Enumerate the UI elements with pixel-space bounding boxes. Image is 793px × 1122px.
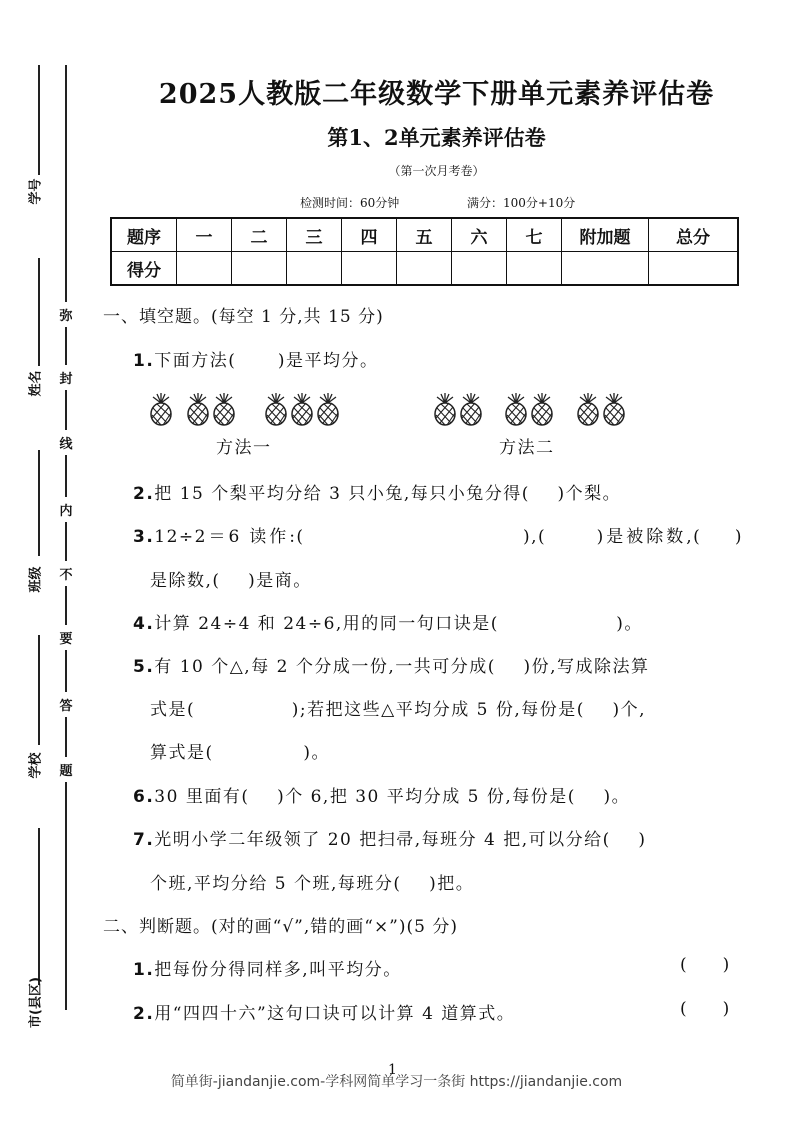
question-text: 计算 24÷4 和 24÷6,用的同一句口诀是( )。	[154, 614, 643, 634]
question-3-line2: 是除数,( )是商。	[150, 571, 312, 591]
score-cell[interactable]	[342, 252, 397, 286]
table-cell: 二	[232, 218, 287, 252]
full-score: 满分：100分+10分	[467, 196, 576, 210]
seal-char: 弥	[57, 302, 75, 327]
question-5-line3: 算式是( )。	[150, 743, 331, 763]
city-label: 市(县区)	[28, 977, 44, 1028]
pineapple-icon	[458, 392, 484, 430]
pineapple-icon	[315, 392, 341, 430]
question-number: 3.	[133, 527, 155, 547]
question-4	[133, 609, 643, 634]
question-text: 有 10 个△,每 2 个分成一份,一共可分成( )份,写成除法算	[154, 657, 650, 677]
table-cell: 三	[287, 218, 342, 252]
question-5-line2: 式是( );若把这些△平均分成 5 份,每份是( )个,	[150, 700, 647, 720]
method2-label: 方法二	[499, 438, 555, 458]
page-subtitle: 第1、2单元素养评估卷	[327, 125, 546, 150]
table-cell: 六	[452, 218, 507, 252]
pineapple-icon	[503, 392, 529, 430]
question-number: 1.	[133, 960, 155, 980]
score-cell[interactable]	[562, 252, 649, 286]
seal-char: 题	[57, 757, 75, 782]
table-cell: 总分	[649, 218, 739, 252]
question-text: 光明小学二年级领了 20 把扫帚,每班分 4 把,可以分给( )	[154, 830, 647, 850]
student-number-label: 学号	[28, 178, 44, 205]
question-5-line1	[133, 652, 650, 677]
question-text: 12÷2＝6 读作:( ),( )是被除数,( )	[154, 527, 743, 547]
question-text: 用“四四十六”这句口诀可以计算 4 道算式。	[154, 1004, 516, 1024]
score-cell[interactable]	[649, 252, 739, 286]
section2-heading: 二、判断题。(对的画“√”,错的画“×”)(5 分)	[103, 917, 458, 937]
question-3-line1	[133, 522, 743, 547]
table-cell: 一	[177, 218, 232, 252]
method1-label: 方法一	[216, 438, 272, 458]
score-table	[110, 217, 739, 286]
score-row	[111, 252, 738, 286]
score-cell[interactable]	[287, 252, 342, 286]
pineapple-icon	[185, 392, 211, 430]
exam-note: （第一次月考卷）	[388, 164, 485, 178]
question-7-line1	[133, 825, 647, 850]
question-number: 2.	[133, 1004, 155, 1024]
seal-char: 要	[57, 625, 75, 650]
exam-time: 检测时间：60分钟	[300, 196, 400, 210]
score-cell[interactable]	[507, 252, 562, 286]
pineapple-icon	[263, 392, 289, 430]
pineapple-icon	[601, 392, 627, 430]
pineapple-icon	[289, 392, 315, 430]
question-text: 把 15 个梨平均分给 3 只小兔,每只小兔分得( )个梨。	[154, 484, 622, 504]
question-number: 7.	[133, 830, 155, 850]
table-cell: 附加题	[562, 218, 649, 252]
pineapple-icon	[432, 392, 458, 430]
margin-line-outer	[38, 828, 40, 985]
question-2	[133, 479, 621, 504]
table-cell: 四	[342, 218, 397, 252]
question-6	[133, 782, 630, 807]
score-cell[interactable]	[397, 252, 452, 286]
question-1	[133, 346, 378, 371]
table-cell: 五	[397, 218, 452, 252]
pineapple-icon	[575, 392, 601, 430]
judge-item-1	[133, 955, 402, 980]
table-cell: 七	[507, 218, 562, 252]
judge-answer-blank[interactable]: ( )	[680, 955, 731, 975]
seal-char: 线	[57, 430, 75, 455]
score-cell[interactable]	[232, 252, 287, 286]
page-number: 1	[388, 1062, 397, 1078]
footer-watermark: 简单街-jiandanjie.com-学科网简单学习一条街 https://jiandanjie.com	[170, 1074, 623, 1090]
question-text: 把每份分得同样多,叫平均分。	[154, 960, 402, 980]
question-number: 1.	[133, 351, 155, 371]
pineapple-icon	[211, 392, 237, 430]
question-text: 30 里面有( )个 6,把 30 平均分成 5 份,每份是( )。	[154, 787, 631, 807]
table-cell: 题序	[111, 218, 177, 252]
judge-answer-blank[interactable]: ( )	[680, 999, 731, 1019]
section1-heading: 一、填空题。(每空 1 分,共 15 分)	[103, 307, 384, 327]
question-number: 4.	[133, 614, 155, 634]
score-table-header	[111, 218, 738, 252]
seal-char: 答	[57, 692, 75, 717]
question-number: 6.	[133, 787, 155, 807]
question-number: 2.	[133, 484, 155, 504]
name-label: 姓名	[28, 370, 44, 397]
page-title: 2025人教版二年级数学下册单元素养评估卷	[158, 79, 715, 110]
seal-char: 封	[57, 365, 75, 390]
question-number: 5.	[133, 657, 155, 677]
seal-line	[65, 65, 67, 1010]
question-7-line2: 个班,平均分给 5 个班,每班分( )把。	[150, 874, 475, 894]
school-label: 学校	[28, 752, 44, 779]
class-label: 班级	[28, 566, 44, 593]
pineapple-icon	[529, 392, 555, 430]
seal-char: 不	[57, 561, 75, 586]
pineapple-icon	[148, 392, 174, 430]
score-cell[interactable]	[177, 252, 232, 286]
question-text: 下面方法( )是平均分。	[154, 351, 379, 371]
score-cell[interactable]	[452, 252, 507, 286]
table-cell: 得分	[111, 252, 177, 286]
seal-char: 内	[57, 497, 75, 522]
judge-item-2	[133, 999, 515, 1024]
